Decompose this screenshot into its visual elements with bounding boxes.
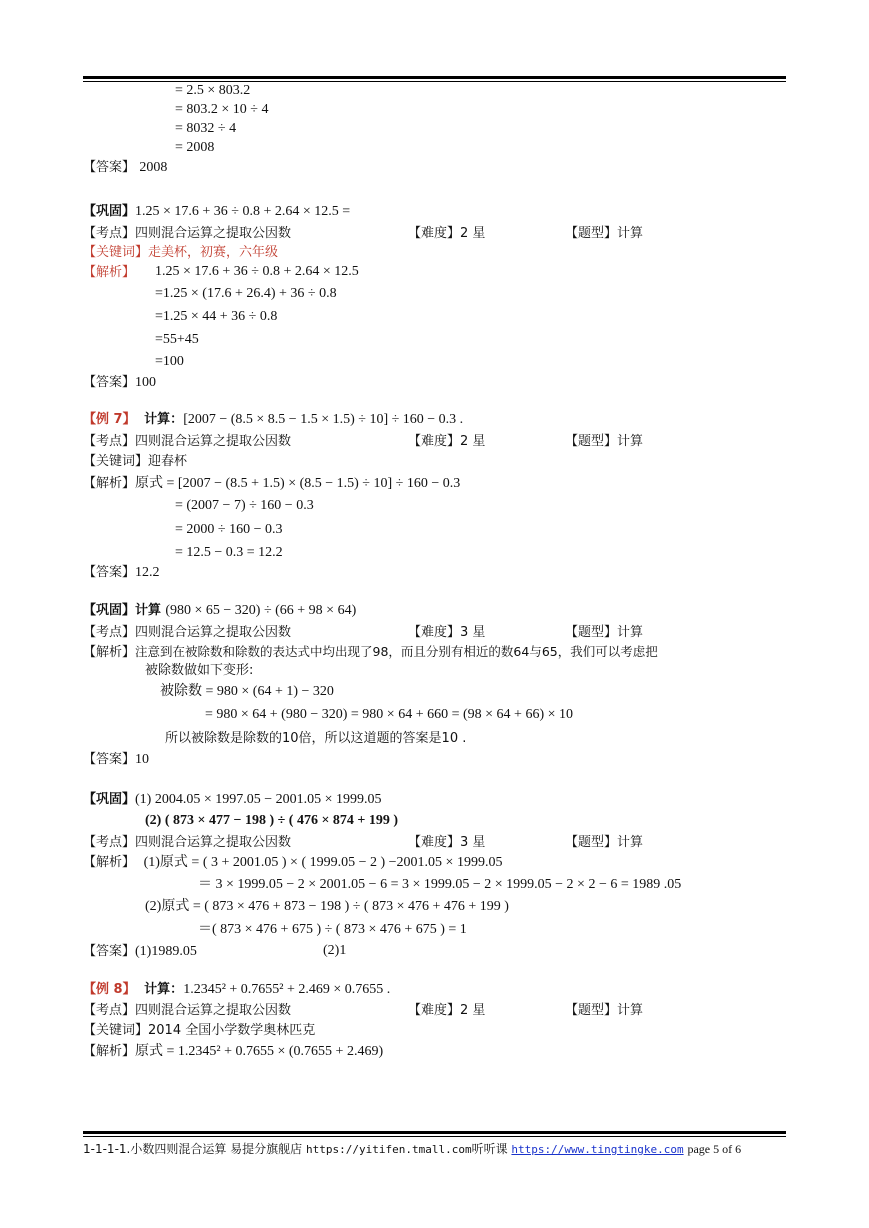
keywords-row (83, 1021, 315, 1040)
analysis-tag (83, 263, 135, 282)
answer-tag: 【答案】 (83, 160, 136, 175)
difficulty-value: 2 星 (460, 226, 486, 241)
analysis-tag: 【解析】 (83, 645, 136, 660)
calc-step: ＝ 3 × 1999.05 − 2 × 2001.05 − 6 = 3 × 1999.05 − 2 × 1999.05 − 2 × 2 − 6 = 1989 .05 (198, 877, 682, 892)
difficulty-value: 3 星 (460, 835, 486, 850)
answer-tag: 【答案】 (83, 944, 136, 959)
question-text: (980 × 65 − 320) ÷ (66 + 98 × 64) (165, 603, 357, 618)
header-rule (83, 76, 786, 79)
question-text: (1) 2004.05 × 1997.05 − 2001.05 × 1999.05 (135, 792, 382, 807)
kaodian-tag: 【考点】 (83, 1003, 136, 1018)
answer-row (83, 158, 167, 177)
footer-link-tingtingke[interactable]: https://www.tingtingke.com (511, 1143, 684, 1156)
type-value: 计算 (617, 434, 644, 449)
difficulty-tag: 【难度】 (408, 1003, 461, 1018)
analysis-tag-text: 【解析】 (83, 265, 136, 280)
consolidation-1-question (83, 202, 350, 221)
calc-step: (2)原式 = ( 873 × 476 + 873 − 198 ) ÷ ( 873 × 476 + 476 + 199 ) (145, 899, 509, 914)
calc-step: 原式 = 1.2345² + 0.7655 × (0.7655 + 2.469) (135, 1044, 384, 1059)
difficulty-value: 3 星 (460, 625, 486, 640)
calc-step: = 12.5 − 0.3 = 12.2 (175, 545, 283, 560)
answer-value: 10 (135, 752, 150, 767)
calc-step: = 803.2 × 10 ÷ 4 (175, 102, 269, 117)
analysis-row (83, 853, 502, 872)
calc-step: = 2000 ÷ 160 − 0.3 (175, 522, 283, 537)
analysis-row (83, 1042, 383, 1061)
calc-step: =55+45 (155, 332, 199, 347)
difficulty-tag: 【难度】 (408, 226, 461, 241)
answer-value: (1)1989.05 (135, 944, 197, 959)
keywords-row (83, 243, 278, 262)
answer-value: 100 (135, 375, 157, 390)
kaodian-tag: 【考点】 (83, 835, 136, 850)
footer-code: 1-1-1-1.小数四则混合运算 易提分旗舰店 (83, 1142, 303, 1156)
type-tag: 【题型】 (565, 1003, 618, 1018)
example-8-question (83, 980, 390, 999)
calc-step: =100 (155, 354, 184, 369)
answer-value: (2)1 (323, 943, 347, 958)
difficulty-value: 2 星 (460, 1003, 486, 1018)
calc-step: = 980 × 64 + (980 − 320) = 980 × 64 + 660 = (98 × 64 + 66) × 10 (205, 707, 573, 722)
keywords-value: 2014 全国小学数学奥林匹克 (148, 1023, 316, 1038)
answer-row (83, 750, 149, 769)
calc-step: = 2.5 × 803.2 (175, 83, 251, 98)
answer-tag: 【答案】 (83, 375, 136, 390)
footer-rule-thin (83, 1136, 786, 1137)
example-7-question (83, 410, 463, 429)
consolidation-2-question (83, 601, 356, 620)
meta-row (83, 1001, 291, 1020)
kaodian-value: 四则混合运算之提取公因数 (135, 625, 292, 640)
kaodian-value: 四则混合运算之提取公因数 (135, 434, 292, 449)
type-value: 计算 (617, 226, 644, 241)
type-tag: 【题型】 (565, 835, 618, 850)
answer-value: 12.2 (135, 565, 160, 580)
footer-brand: 听听课 (471, 1142, 508, 1156)
question-type (565, 432, 643, 451)
keywords-value: 走美杯，初赛，六年级 (148, 245, 279, 260)
difficulty-tag: 【难度】 (408, 625, 461, 640)
question-label: 计算 (135, 603, 162, 618)
kaodian-value: 四则混合运算之提取公因数 (135, 835, 292, 850)
kaodian-tag: 【考点】 (83, 625, 136, 640)
consolidation-tag: 【巩固】 (83, 792, 136, 807)
type-value: 计算 (617, 625, 644, 640)
calc-step: ＝( 873 × 476 + 675 ) ÷ ( 873 × 476 + 675 ) = 1 (198, 922, 467, 937)
difficulty (408, 224, 485, 243)
difficulty (408, 1001, 485, 1020)
keywords-value: 迎春杯 (148, 454, 188, 469)
answer-value: 2008 (139, 160, 168, 175)
type-tag: 【题型】 (565, 434, 618, 449)
consolidation-tag: 【巩固】 (83, 603, 136, 618)
keywords-tag: 【关键词】 (83, 1023, 149, 1038)
question-text: (2) ( 873 × 477 − 198 ) ÷ ( 476 × 874 + 199 ) (145, 813, 399, 828)
answer-tag: 【答案】 (83, 752, 136, 767)
kaodian-value: 四则混合运算之提取公因数 (135, 226, 292, 241)
analysis-text: 被除数做如下变形: (145, 663, 254, 678)
page-number: page 5 of 6 (687, 1142, 742, 1156)
page-footer (83, 1140, 741, 1157)
keywords-row (83, 452, 187, 471)
question-text: 1.2345² + 0.7655² + 2.469 × 0.7655 . (183, 982, 391, 997)
calc-step: =1.25 × (17.6 + 26.4) + 36 ÷ 0.8 (155, 286, 337, 301)
question-type (565, 833, 643, 852)
analysis-row (83, 474, 460, 493)
calc-step: =1.25 × 44 + 36 ÷ 0.8 (155, 309, 278, 324)
answer-row (83, 942, 197, 961)
footer-rule (83, 1131, 786, 1134)
answer-row (83, 373, 156, 392)
question-type (565, 623, 643, 642)
meta-row (83, 623, 291, 642)
meta-row (83, 833, 291, 852)
footer-url-store: https://yitifen.tmall.com (306, 1143, 472, 1156)
difficulty (408, 623, 485, 642)
calc-step: (1)原式 = ( 3 + 2001.05 ) × ( 1999.05 − 2 ) −2001.05 × 1999.05 (143, 855, 503, 870)
calc-step: 被除数 = 980 × (64 + 1) − 320 (160, 684, 334, 699)
analysis-text: 所以被除数是除数的10倍，所以这道题的答案是10 . (165, 731, 467, 746)
analysis-row (83, 643, 658, 662)
difficulty-tag: 【难度】 (408, 835, 461, 850)
answer-tag: 【答案】 (83, 565, 136, 580)
calc-step: 原式 = [2007 − (8.5 + 1.5) × (8.5 − 1.5) ÷ 10] ÷ 160 − 0.3 (135, 476, 461, 491)
difficulty-tag: 【难度】 (408, 434, 461, 449)
question-label: 计算： (144, 982, 184, 997)
consolidation-3-question (83, 790, 382, 809)
example-tag: 【例 8】 (83, 982, 136, 997)
type-value: 计算 (617, 835, 644, 850)
question-text: 1.25 × 17.6 + 36 ÷ 0.8 + 2.64 × 12.5 = (135, 204, 351, 219)
calc-step: = 8032 ÷ 4 (175, 121, 237, 136)
consolidation-tag: 【巩固】 (83, 204, 136, 219)
kaodian-tag: 【考点】 (83, 226, 136, 241)
meta-row (83, 432, 291, 451)
meta-row (83, 224, 291, 243)
type-tag: 【题型】 (565, 625, 618, 640)
keywords-tag: 【关键词】 (83, 454, 149, 469)
kaodian-value: 四则混合运算之提取公因数 (135, 1003, 292, 1018)
analysis-tag: 【解析】 (83, 855, 136, 870)
analysis-tag: 【解析】 (83, 1044, 136, 1059)
question-type (565, 224, 643, 243)
kaodian-tag: 【考点】 (83, 434, 136, 449)
answer-row (83, 563, 160, 582)
question-text: [2007 − (8.5 × 8.5 − 1.5 × 1.5) ÷ 10] ÷ 160 − 0.3 . (183, 412, 464, 427)
calc-step: = (2007 − 7) ÷ 160 − 0.3 (175, 498, 314, 513)
type-value: 计算 (617, 1003, 644, 1018)
keywords-tag: 【关键词】 (83, 245, 149, 260)
type-tag: 【题型】 (565, 226, 618, 241)
analysis-text: 注意到在被除数和除数的表达式中均出现了98，而且分别有相近的数64与65，我们可以考虑把 (135, 644, 658, 659)
analysis-tag: 【解析】 (83, 476, 136, 491)
difficulty-value: 2 星 (460, 434, 486, 449)
example-tag: 【例 7】 (83, 412, 136, 427)
calc-step: 1.25 × 17.6 + 36 ÷ 0.8 + 2.64 × 12.5 (155, 264, 359, 279)
question-label: 计算： (144, 412, 184, 427)
question-type (565, 1001, 643, 1020)
difficulty (408, 833, 485, 852)
calc-step: = 2008 (175, 140, 215, 155)
difficulty (408, 432, 485, 451)
